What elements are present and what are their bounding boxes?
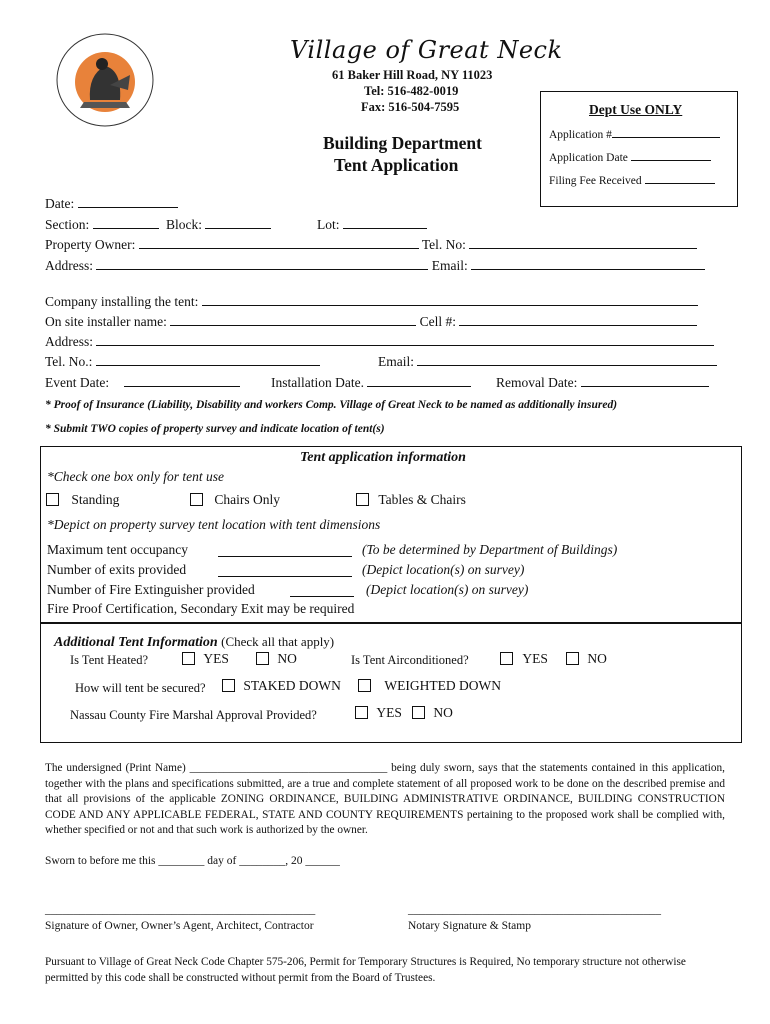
organization-name: Village of Great Neck bbox=[290, 36, 563, 64]
max-occupancy-field[interactable] bbox=[218, 544, 352, 557]
heated-no-checkbox[interactable] bbox=[256, 652, 269, 665]
staked-down-checkbox[interactable] bbox=[222, 679, 235, 692]
check-one-note: *Check one box only for tent use bbox=[47, 469, 224, 484]
removal-date-row bbox=[496, 374, 709, 391]
aircon-no[interactable] bbox=[566, 651, 607, 667]
owner-field[interactable] bbox=[139, 236, 419, 249]
nassau-yes-checkbox[interactable] bbox=[355, 706, 368, 719]
heated-label: Is Tent Heated? bbox=[70, 653, 149, 667]
org-address: 61 Baker Hill Road, NY 11023 bbox=[332, 68, 493, 82]
section-label: Section: bbox=[45, 217, 90, 232]
depict-note: *Depict on property survey tent location with tent dimensions bbox=[47, 517, 381, 532]
tables-chairs-label: Tables & Chairs bbox=[378, 492, 466, 507]
standing-checkbox[interactable] bbox=[46, 493, 59, 506]
address-label: Address: bbox=[45, 258, 93, 273]
filing-fee-row bbox=[549, 171, 715, 187]
option-chairs-only[interactable] bbox=[190, 492, 280, 508]
owner-label: Property Owner: bbox=[45, 237, 136, 252]
owner-signature-label: Signature of Owner, Owner’s Agent, Architect, Contractor bbox=[45, 920, 314, 932]
extinguishers-label: Number of Fire Extinguisher provided bbox=[47, 582, 255, 597]
event-date-row bbox=[45, 374, 240, 391]
org-tel: Tel: 516-482-0019 bbox=[364, 84, 459, 98]
installer-email-row bbox=[378, 353, 717, 370]
weighted-down-checkbox[interactable] bbox=[358, 679, 371, 692]
village-seal bbox=[50, 30, 160, 130]
notary-signature-line[interactable]: ____________________________________________ bbox=[408, 904, 661, 916]
aircon-yes[interactable] bbox=[500, 651, 548, 667]
section-row bbox=[45, 216, 271, 233]
extinguishers-note: (Depict location(s) on survey) bbox=[366, 582, 529, 597]
address-field[interactable] bbox=[96, 257, 428, 270]
owner-tel-field[interactable] bbox=[469, 236, 697, 249]
oath-paragraph: The undersigned (Print Name) ___________________________________ being duly sworn, says that the statements contained in this application, together with the plans and specifications submitted, are a true and complete statement of all proposed work to be done on the described premise and that all provisions of the applicable ZONING ORDINANCE, BUILDING ADMINISTRATIVE ORDINANCE, BUILDING CONSTRUCTION CODE AND ANY APPLICABLE FEDERAL, STATE AND COUNTY REQUIREMENTS pertaining to the proposed work shall be complied with, whether specified or not and that such work is authorized by the owner. bbox=[45, 762, 725, 836]
lot-label: Lot: bbox=[317, 217, 340, 232]
heated-yes-checkbox[interactable] bbox=[182, 652, 195, 665]
installer-address-row bbox=[45, 333, 714, 350]
cell-field[interactable] bbox=[459, 313, 697, 326]
removal-date-field[interactable] bbox=[581, 374, 709, 387]
installer-email-field[interactable] bbox=[417, 353, 717, 366]
installer-email-label: Email: bbox=[378, 354, 414, 369]
nassau-no-label: NO bbox=[433, 705, 453, 720]
survey-note: * Submit TWO copies of property survey and indicate location of tent(s) bbox=[45, 423, 385, 435]
exits-label: Number of exits provided bbox=[47, 562, 187, 577]
nassau-no[interactable] bbox=[412, 705, 453, 721]
weighted-down-option[interactable] bbox=[358, 678, 501, 694]
weighted-down-label: WEIGHTED DOWN bbox=[384, 678, 501, 693]
aircon-label: Is Tent Airconditioned? bbox=[351, 653, 469, 667]
email-field[interactable] bbox=[471, 257, 705, 270]
onsite-field[interactable] bbox=[170, 313, 416, 326]
company-row bbox=[45, 293, 698, 310]
filing-fee-field[interactable] bbox=[645, 171, 715, 184]
application-number-label: Application # bbox=[549, 129, 612, 141]
owner-row bbox=[45, 236, 697, 253]
tables-chairs-checkbox[interactable] bbox=[356, 493, 369, 506]
company-field[interactable] bbox=[202, 293, 698, 306]
staked-down-label: STAKED DOWN bbox=[243, 678, 341, 693]
installer-address-field[interactable] bbox=[96, 333, 714, 346]
fireproof-note: Fire Proof Certification, Secondary Exit may be required bbox=[47, 601, 355, 616]
onsite-row bbox=[45, 313, 697, 330]
exits-field[interactable] bbox=[218, 564, 352, 577]
block-field[interactable] bbox=[205, 216, 271, 229]
nassau-yes-label: YES bbox=[376, 705, 402, 720]
application-number-row bbox=[549, 125, 720, 141]
chairs-only-checkbox[interactable] bbox=[190, 493, 203, 506]
org-fax: Fax: 516-504-7595 bbox=[361, 100, 460, 114]
additional-heading-row bbox=[54, 634, 334, 651]
application-date-label: Application Date bbox=[549, 152, 628, 164]
block-label: Block: bbox=[166, 217, 202, 232]
heated-no-label: NO bbox=[277, 651, 297, 666]
installation-date-label: Installation Date. bbox=[271, 375, 364, 390]
additional-heading-note: (Check all that apply) bbox=[221, 634, 335, 649]
exits-note: (Depict location(s) on survey) bbox=[362, 562, 525, 577]
additional-heading: Additional Tent Information bbox=[54, 635, 218, 650]
standing-label: Standing bbox=[71, 492, 120, 507]
installer-tel-row bbox=[45, 353, 320, 370]
lot-row bbox=[317, 216, 427, 233]
sworn-line: Sworn to before me this ________ day of ________, 20 ______ bbox=[45, 855, 340, 867]
owner-tel-label: Tel. No: bbox=[421, 237, 466, 252]
aircon-no-checkbox[interactable] bbox=[566, 652, 579, 665]
date-label: Date: bbox=[45, 196, 75, 211]
heated-yes[interactable] bbox=[182, 651, 229, 667]
secured-label: How will tent be secured? bbox=[75, 681, 206, 695]
application-date-field[interactable] bbox=[631, 148, 711, 161]
aircon-no-label: NO bbox=[587, 651, 607, 666]
tent-info-heading: Tent application information bbox=[300, 450, 466, 465]
max-occupancy-label: Maximum tent occupancy bbox=[47, 542, 188, 557]
extinguishers-field[interactable] bbox=[290, 584, 354, 597]
filing-fee-label: Filing Fee Received bbox=[549, 175, 642, 187]
heated-yes-label: YES bbox=[203, 651, 229, 666]
dept-use-box bbox=[540, 91, 738, 207]
heated-no[interactable] bbox=[256, 651, 297, 667]
installer-address-label: Address: bbox=[45, 334, 93, 349]
max-occupancy-note: (To be determined by Department of Buildings) bbox=[362, 542, 618, 557]
address-row bbox=[45, 257, 705, 274]
option-standing[interactable] bbox=[46, 492, 119, 508]
aircon-yes-label: YES bbox=[522, 651, 548, 666]
cell-label: Cell #: bbox=[419, 314, 456, 329]
owner-signature-line[interactable]: _______________________________________________ bbox=[45, 904, 316, 916]
company-label: Company installing the tent: bbox=[45, 294, 199, 309]
removal-date-label: Removal Date: bbox=[496, 375, 578, 390]
notary-signature-label: Notary Signature & Stamp bbox=[408, 920, 531, 932]
installation-date-field[interactable] bbox=[367, 374, 471, 387]
installer-tel-label: Tel. No.: bbox=[45, 354, 93, 369]
date-row bbox=[45, 195, 178, 212]
doc-title-line2: Tent Application bbox=[334, 155, 459, 175]
email-label: Email: bbox=[431, 258, 468, 273]
event-date-field[interactable] bbox=[124, 374, 240, 387]
lot-field[interactable] bbox=[343, 216, 427, 229]
section-field[interactable] bbox=[93, 216, 159, 229]
application-number-field[interactable] bbox=[612, 125, 720, 138]
installer-tel-field[interactable] bbox=[96, 353, 320, 366]
footer-text: Pursuant to Village of Great Neck Code Chapter 575-206, Permit for Temporary Structures is Required, No temporary structure not otherwise permitted by this code shall be constructed without permit from the Board of Trustees. bbox=[45, 956, 686, 984]
nassau-yes[interactable] bbox=[355, 705, 402, 721]
staked-down-option[interactable] bbox=[222, 678, 341, 694]
nassau-label: Nassau County Fire Marshal Approval Provided? bbox=[70, 708, 317, 722]
nassau-no-checkbox[interactable] bbox=[412, 706, 425, 719]
doc-title-line1: Building Department bbox=[323, 133, 482, 153]
option-tables-chairs[interactable] bbox=[356, 492, 466, 508]
aircon-yes-checkbox[interactable] bbox=[500, 652, 513, 665]
chairs-only-label: Chairs Only bbox=[214, 492, 280, 507]
application-date-row bbox=[549, 148, 711, 164]
installation-date-row bbox=[271, 374, 471, 391]
event-date-label: Event Date: bbox=[45, 375, 110, 390]
insurance-note: * Proof of Insurance (Liability, Disability and workers Comp. Village of Great Neck to be named as additionally insured) bbox=[45, 399, 618, 411]
dept-use-title: Dept Use ONLY bbox=[589, 102, 683, 117]
onsite-label: On site installer name: bbox=[45, 314, 167, 329]
date-field[interactable] bbox=[78, 195, 178, 208]
